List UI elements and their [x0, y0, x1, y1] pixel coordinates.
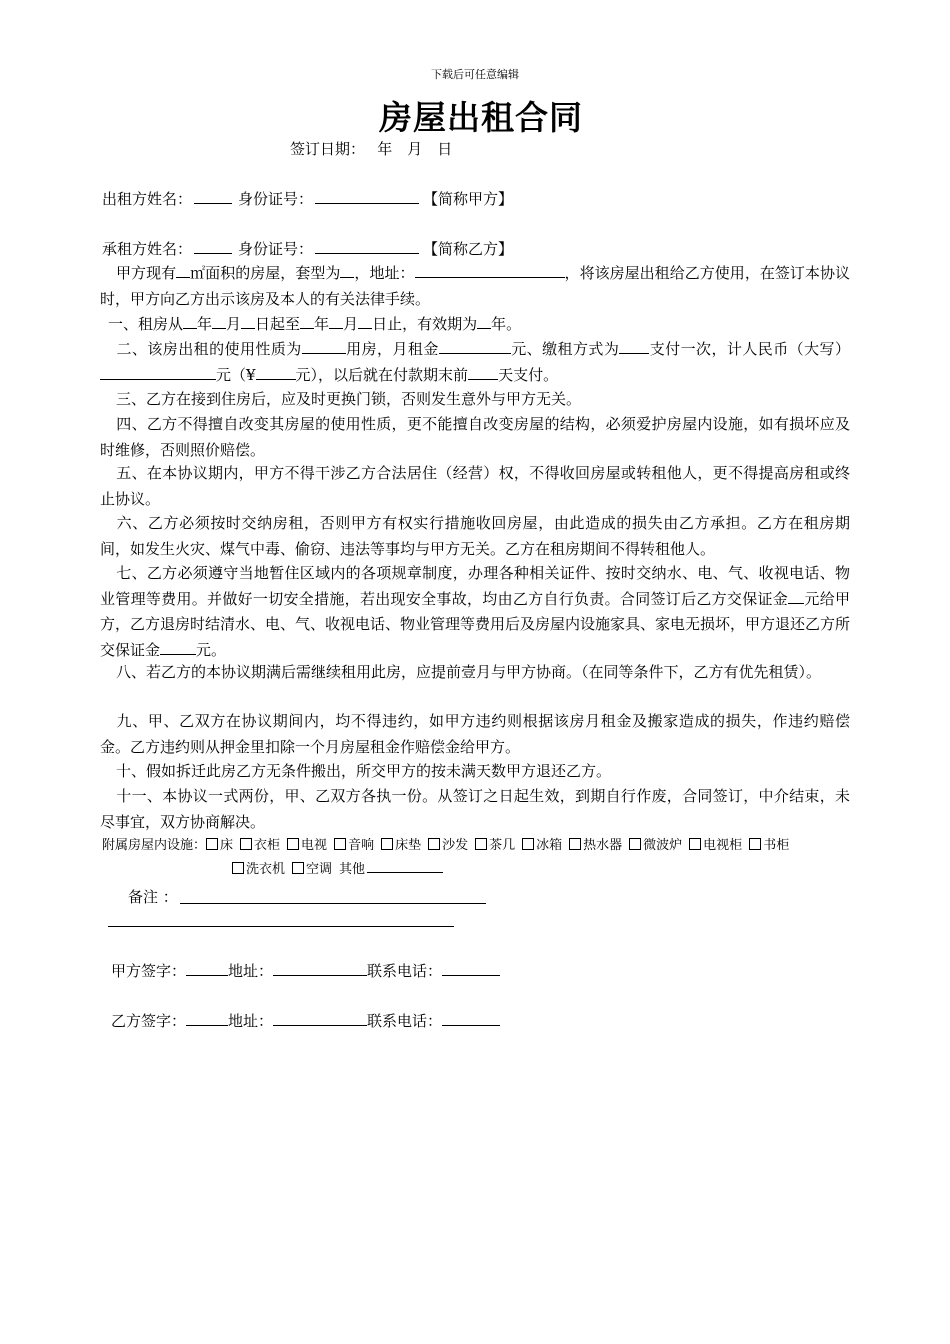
checkbox-icon[interactable]	[292, 862, 304, 874]
checkbox-icon[interactable]	[240, 838, 252, 850]
facility-other-field[interactable]	[367, 860, 443, 873]
party-a-phone-label: 联系电话：	[367, 962, 443, 980]
facility-label: 衣柜	[254, 838, 281, 853]
facility-item[interactable]	[206, 838, 233, 853]
checkbox-icon[interactable]	[381, 838, 393, 850]
lessee-alias: 【简称乙方】	[423, 240, 514, 258]
amount-number-field[interactable]	[256, 364, 296, 380]
facility-label: 沙发	[442, 838, 469, 853]
clause-1: 一、租房从 年 月 日起至 年 月 日止，有效期为 年。	[108, 315, 522, 333]
party-a-address-field[interactable]	[273, 960, 367, 976]
facility-item[interactable]	[475, 838, 515, 853]
area-field[interactable]	[176, 262, 190, 278]
facility-item[interactable]	[232, 862, 285, 877]
facility-label: 床垫	[395, 838, 422, 853]
clause-10: 十、假如拆迁此房乙方无条件搬出，所交甲方的按未满天数甲方退还乙方。	[116, 762, 612, 780]
party-a-signature-line	[111, 960, 500, 982]
facility-item[interactable]	[287, 838, 327, 853]
facility-label: 空调	[306, 862, 333, 877]
clause-4: 四、乙方不得擅自改变其房屋的使用性质，更不能擅自改变房屋的结构，必须爱护房屋内设施，如有损坏应及时维修，否则照价赔偿。	[100, 415, 850, 459]
clause-6: 六、乙方必须按时交纳房租，否则甲方有权实行措施收回房屋，由此造成的损失由乙方承担。乙方在租房期间，如发生火灾、煤气中毒、偷窃、违法等事均与甲方无关。乙方在租房期间不得转租他人。	[100, 514, 850, 558]
lessor-alias: 【简称甲方】	[423, 190, 514, 208]
checkbox-icon[interactable]	[287, 838, 299, 850]
clause-9: 九、甲、乙双方在协议期间内，均不得违约，如甲方违约则根据该房月租金及搬家造成的损失，作违约赔偿金。乙方违约则从押金里扣除一个月房屋租金作赔偿金给甲方。	[100, 712, 850, 756]
party-a-phone-field[interactable]	[442, 960, 500, 976]
facility-item[interactable]	[689, 838, 742, 853]
facility-label: 音响	[348, 838, 375, 853]
lessor-name-label: 出租方姓名：	[102, 190, 193, 208]
checkbox-icon[interactable]	[206, 838, 218, 850]
usage-field[interactable]	[302, 338, 346, 354]
clause-7: 七、乙方必须遵守当地暂住区域内的各项规章制度，办理各种相关证件、按时交纳水、电、气、收视电话、物业管理等费用。并做好一切安全措施，若出现安全事故，均由乙方自行负责。合同签订后乙方交保证金 元给甲方，乙方退房时结清水、电、气、收视电话、物业管理等费用后及房屋内设施家具、家电无损坏，甲方退还乙方所交保证金 元。	[100, 564, 851, 659]
checkbox-icon[interactable]	[689, 838, 701, 850]
facilities-row-1	[102, 835, 796, 857]
party-a-address-label: 地址：	[228, 962, 274, 980]
facility-label: 书柜	[763, 838, 790, 853]
term-field[interactable]	[477, 313, 491, 329]
start-month-field[interactable]	[212, 313, 226, 329]
top-note: 下载后可任意编辑	[431, 68, 519, 81]
deposit-field[interactable]	[788, 588, 804, 604]
remarks-field-line-2[interactable]	[108, 926, 454, 927]
checkbox-icon[interactable]	[334, 838, 346, 850]
checkbox-icon[interactable]	[232, 862, 244, 874]
facility-item[interactable]	[240, 838, 280, 853]
lessor-id-label: 身份证号：	[238, 190, 314, 208]
facility-label: 微波炉	[643, 838, 683, 853]
remarks-field-line-1[interactable]	[180, 903, 486, 904]
facility-item[interactable]	[629, 838, 682, 853]
party-b-phone-field[interactable]	[442, 1010, 500, 1026]
lessee-name-field[interactable]	[194, 238, 232, 254]
facility-label: 电视柜	[703, 838, 743, 853]
end-year-field[interactable]	[300, 313, 314, 329]
facility-item[interactable]	[334, 838, 374, 853]
sign-date: 签订日期： 年 月 日	[290, 140, 453, 158]
layout-field[interactable]	[340, 262, 354, 278]
party-b-signature-field[interactable]	[186, 1010, 228, 1026]
facility-item[interactable]	[292, 862, 332, 877]
party-b-label: 乙方签字：	[111, 1012, 187, 1030]
clause-8: 八、若乙方的本协议期满后需继续租用此房，应提前壹月与甲方协商。（在同等条件下，乙方有优先租赁）。	[116, 663, 822, 681]
checkbox-icon[interactable]	[428, 838, 440, 850]
end-month-field[interactable]	[329, 313, 343, 329]
lessor-id-field[interactable]	[315, 188, 419, 204]
facility-item[interactable]	[569, 838, 622, 853]
party-b-address-label: 地址：	[228, 1012, 274, 1030]
facility-label: 热水器	[583, 838, 623, 853]
lessee-name-label: 承租方姓名：	[102, 240, 193, 258]
facilities-row-2	[232, 859, 443, 881]
lessee-id-label: 身份证号：	[238, 240, 314, 258]
checkbox-icon[interactable]	[569, 838, 581, 850]
facility-other-label: 其他	[339, 862, 366, 877]
intro-paragraph: 甲方现有 ㎡面积的房屋，套型为 ，地址： ，将该房屋出租给乙方使用，在签订本协议时，甲方向乙方出示该房及本人的有关法律手续。	[100, 264, 850, 308]
checkbox-icon[interactable]	[749, 838, 761, 850]
monthly-rent-field[interactable]	[439, 338, 511, 354]
lessor-name-field[interactable]	[194, 188, 232, 204]
facility-label: 洗衣机	[246, 862, 286, 877]
page-title: 房屋出租合同	[379, 98, 583, 137]
lessor-line	[102, 188, 513, 210]
checkbox-icon[interactable]	[629, 838, 641, 850]
end-day-field[interactable]	[358, 313, 372, 329]
facility-label: 电视	[301, 838, 328, 853]
clause-2: 二、该房出租的使用性质为 用房，月租金 元、缴租方式为 支付一次，计人民币（大写）元（¥ 元），以后就在付款期末前 天支付。	[100, 337, 850, 388]
address-field[interactable]	[415, 262, 565, 278]
clause-11: 十一、本协议一式两份，甲、乙双方各执一份。从签订之日起生效，到期自行作废，合同签订，中介结束，未尽事宜，双方协商解决。	[100, 787, 850, 831]
facility-label: 床	[220, 838, 234, 853]
lessee-line	[102, 238, 513, 260]
party-a-signature-field[interactable]	[186, 960, 228, 976]
facility-item[interactable]	[522, 838, 562, 853]
facility-item[interactable]	[428, 838, 468, 853]
remarks-label: 备注 ：	[128, 888, 178, 906]
checkbox-icon[interactable]	[475, 838, 487, 850]
pay-days-field[interactable]	[468, 364, 498, 380]
facility-item[interactable]	[749, 838, 789, 853]
lessee-id-field[interactable]	[315, 238, 419, 254]
deposit-refund-field[interactable]	[160, 639, 196, 655]
party-b-address-field[interactable]	[273, 1010, 367, 1026]
start-year-field[interactable]	[183, 313, 197, 329]
facilities-label: 附属房屋内设施：	[102, 838, 207, 853]
facility-label: 茶几	[489, 838, 516, 853]
facility-label: 冰箱	[536, 838, 563, 853]
facility-item[interactable]	[381, 838, 421, 853]
party-b-signature-line	[111, 1010, 500, 1032]
clause-5: 五、在本协议期内，甲方不得干涉乙方合法居住（经营）权，不得收回房屋或转租他人，更不得提高房租或终止协议。	[100, 464, 850, 508]
remarks-line	[128, 886, 178, 908]
payment-method-field[interactable]	[619, 338, 649, 354]
clause-3: 三、乙方在接到住房后，应及时更换门锁，否则发生意外与甲方无关。	[116, 390, 582, 408]
start-day-field[interactable]	[241, 313, 255, 329]
party-b-phone-label: 联系电话：	[367, 1012, 443, 1030]
amount-words-field[interactable]	[100, 364, 216, 380]
party-a-label: 甲方签字：	[111, 962, 187, 980]
checkbox-icon[interactable]	[522, 838, 534, 850]
